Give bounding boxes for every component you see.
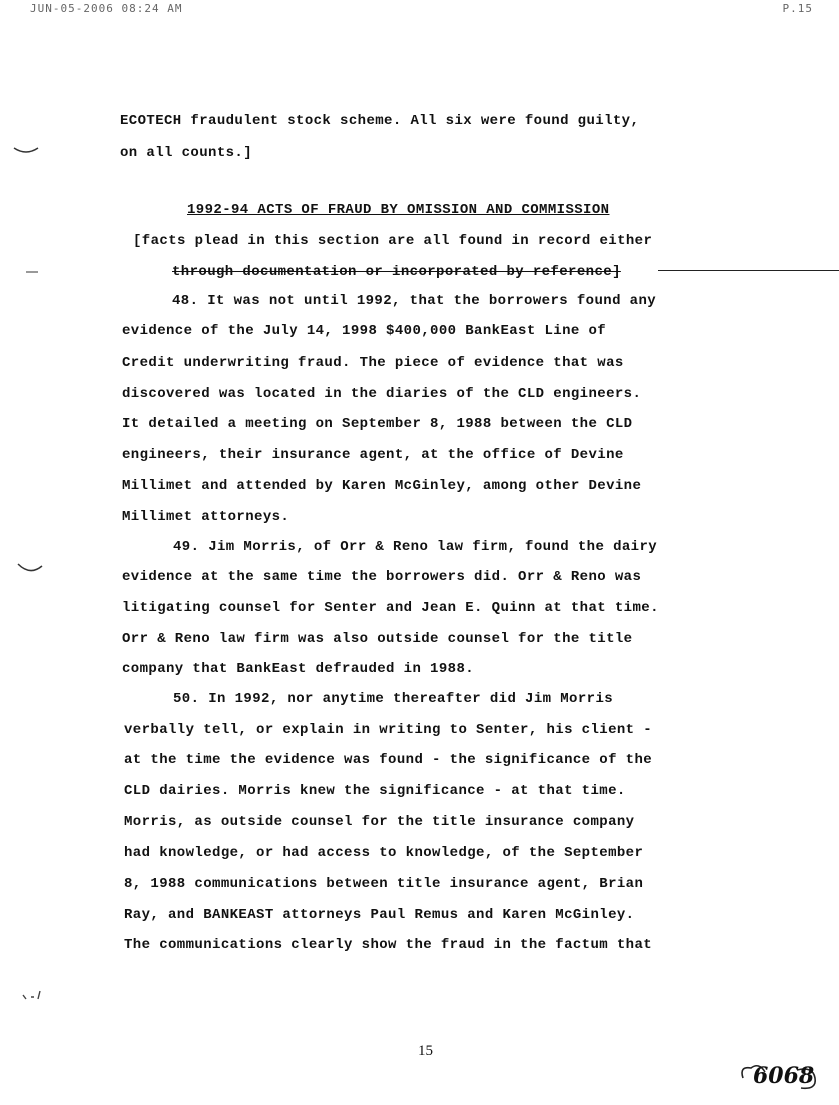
text-line: litigating counsel for Senter and Jean E. Quinn at that time.	[122, 600, 659, 616]
fax-header	[0, 0, 839, 16]
text-line: at the time the evidence was found - the significance of the	[124, 752, 653, 768]
text-line: company that BankEast defrauded in 1988.	[122, 661, 475, 677]
text-line: [facts plead in this section are all found in record either	[133, 233, 653, 249]
text-line: Millimet attorneys.	[122, 509, 290, 525]
text-line: had knowledge, or had access to knowledge, of the September	[124, 845, 644, 861]
horizontal-rule	[658, 270, 839, 271]
bates-stamp	[735, 1062, 821, 1092]
text-line: Orr & Reno law firm was also outside counsel for the title	[122, 631, 633, 647]
paragraph-48-start: 48. It was not until 1992, that the borrowers found any	[172, 293, 657, 309]
paragraph-49-start: 49. Jim Morris, of Orr & Reno law firm, found the dairy	[173, 539, 658, 555]
margin-mark	[16, 556, 46, 580]
text-line: It detailed a meeting on September 8, 1988 between the CLD	[122, 416, 633, 432]
text-line: The communications clearly show the fraud in the factum that	[124, 937, 653, 953]
stamp-number: 6068	[753, 1063, 815, 1089]
text-line: discovered was located in the diaries of the CLD engineers.	[122, 386, 642, 402]
fax-page-indicator: P.15	[782, 2, 813, 15]
fax-timestamp: JUN-05-2006 08:24 AM	[30, 2, 183, 15]
text-line: engineers, their insurance agent, at the office of Devine	[122, 447, 624, 463]
paragraph-50-start: 50. In 1992, nor anytime thereafter did Jim Morris	[173, 691, 614, 707]
text-line: evidence at the same time the borrowers did. Orr & Reno was	[122, 569, 642, 585]
text-line: Morris, as outside counsel for the title insurance company	[124, 814, 635, 830]
text-line: CLD dairies. Morris knew the significance - at that time.	[124, 783, 626, 799]
text-line: 8, 1988 communications between title insurance agent, Brian	[124, 876, 644, 892]
text-line: Credit underwriting fraud. The piece of evidence that was	[122, 355, 624, 371]
margin-mark	[12, 140, 42, 160]
text-line: on all counts.]	[120, 145, 253, 161]
text-line: verbally tell, or explain in writing to Senter, his client -	[124, 722, 653, 738]
struck-text-line: through documentation or incorporated by reference]	[172, 264, 621, 280]
section-heading: 1992-94 ACTS OF FRAUD BY OMISSION AND COMMISSION	[187, 202, 610, 218]
margin-mark	[20, 985, 48, 1005]
text-line: Millimet and attended by Karen McGinley, among other Devine	[122, 478, 642, 494]
text-line: ECOTECH fraudulent stock scheme. All six were found guilty,	[120, 113, 640, 129]
page-number: 15	[418, 1043, 433, 1059]
margin-mark	[24, 268, 42, 276]
text-line: Ray, and BANKEAST attorneys Paul Remus and Karen McGinley.	[124, 907, 635, 923]
text-line: evidence of the July 14, 1998 $400,000 BankEast Line of	[122, 323, 607, 339]
